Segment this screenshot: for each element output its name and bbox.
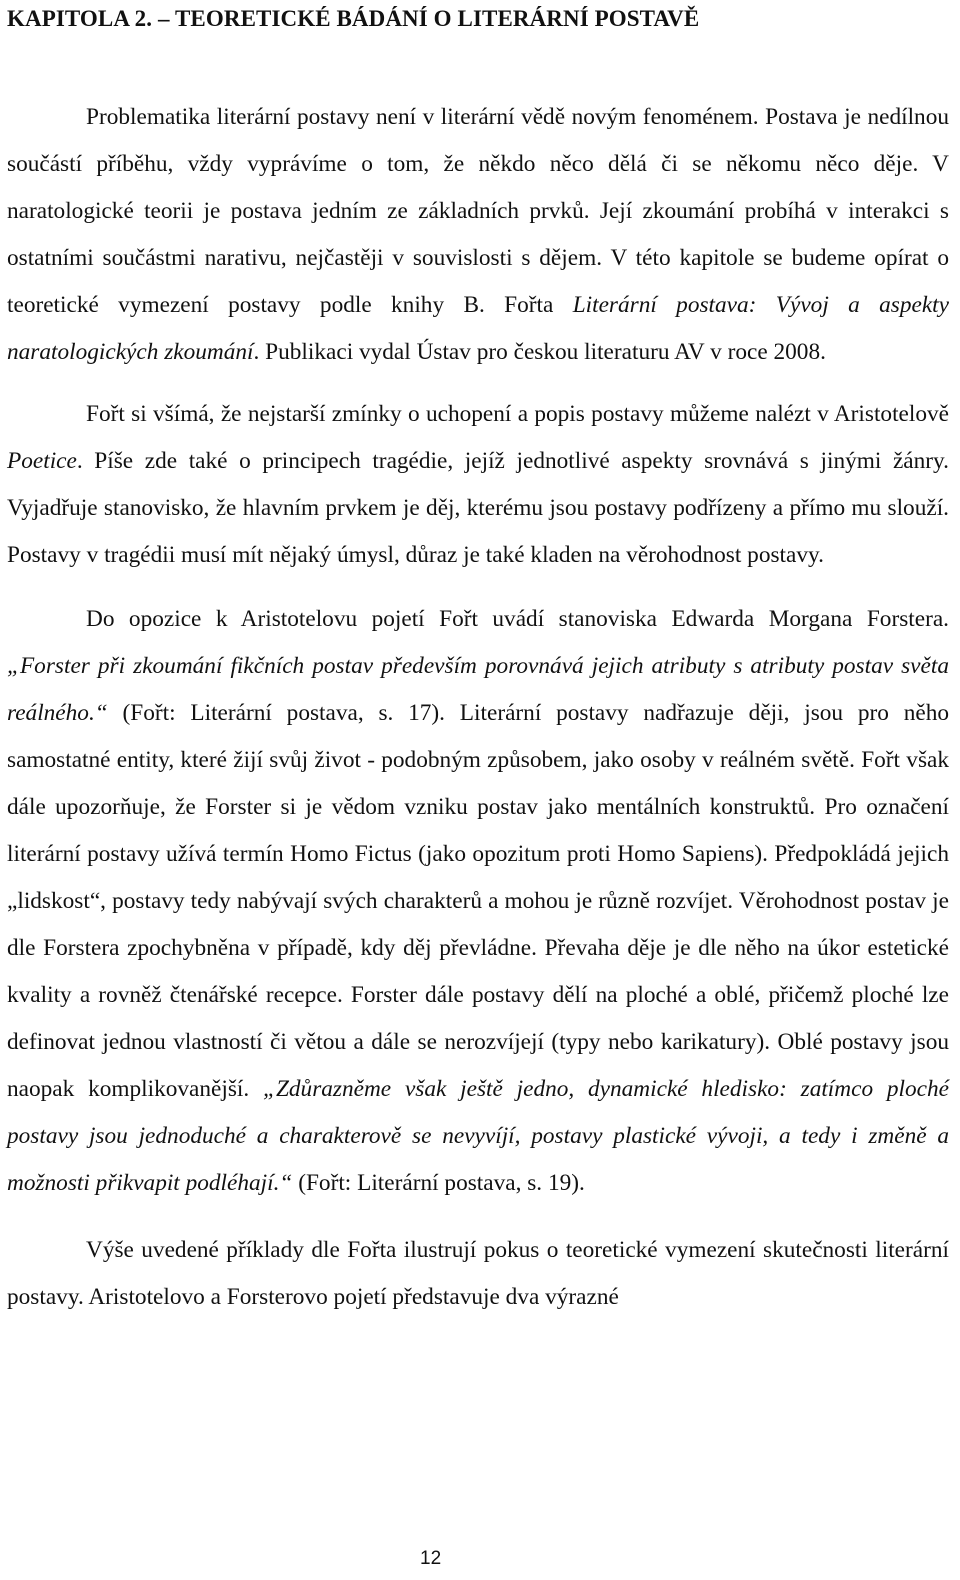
text-run: Do opozice k Aristotelovu pojetí Fořt uvádí stanoviska Edwarda Morgana Forstera. (86, 606, 949, 632)
page-number: 12 (420, 1548, 442, 1569)
text-run: (Fořt: Literární postava, s. 19). (292, 1170, 585, 1196)
quotation: „Forster při zkoumání fikčních postav především porovnává jejich atributy s atributy postav světa reálného.“ (7, 653, 949, 726)
paragraph-3 (7, 596, 949, 1207)
chapter-title: KAPITOLA 2. – TEORETICKÉ BÁDÁNÍ O LITERÁRNÍ POSTAVĚ (7, 6, 700, 31)
quotation: „Zdůrazněme však ještě jedno, dynamické hledisko: zatímco ploché postavy jsou jednoduché a charakterově se nevyvíjí, postavy plastické vývoji, a tedy i změně a možnosti přikvapit podléhají.“ (7, 1076, 949, 1196)
text-run: . Publikaci vydal Ústav pro českou literaturu AV v roce 2008. (253, 339, 826, 365)
paragraph-2 (7, 391, 949, 579)
text-run: . Píše zde také o principech tragédie, jejíž jednotlivé aspekty srovnává s jinými žánry. Vyjadřuje stanovisko, že hlavním prvkem je děj, kterému jsou postavy podřízeny a přímo mu slouží. Postavy v tragédii musí mít nějaký úmysl, důraz je také kladen na věrohodnost postavy. (7, 448, 949, 568)
document-page (7, 0, 949, 1321)
paragraph-4 (7, 1227, 949, 1321)
paragraph-1 (7, 94, 949, 376)
work-title: Poetice (7, 448, 77, 474)
text-run: (Fořt: Literární postava, s. 17). Literární postavy nadřazuje ději, jsou pro něho samostatné entity, které žijí svůj život - podobným způsobem, jako osoby v reálném světě. Fořt však dále upozorňuje, že Forster si je vědom vzniku postav jako mentálních konstruktů. Pro označení literární postavy užívá termín Homo Fictus (jako opozitum proti Homo Sapiens). Předpokládá jejich „lidskost“, postavy tedy nabývají svých charakterů a mohou je různě rozvíjet. Věrohodnost postav je dle Forstera zpochybněna v případě, kdy děj převládne. Převaha děje je dle něho na úkor estetické kvality a rovněž čtenářské recepce. Forster dále postavy dělí na ploché a oblé, přičemž ploché lze definovat jednou vlastností či větou a dále se nerozvíjejí (typy nebo karikatury). Oblé postavy jsou naopak komplikovanější. (7, 700, 949, 1102)
text-run: Problematika literární postavy není v literární vědě novým fenoménem. Postava je nedílnou součástí příběhu, vždy vyprávíme o tom, že někdo něco dělá či se někomu něco děje. V naratologické teorii je postava jedním ze základních prvků. Její zkoumání probíhá v interakci s ostatními součástmi narativu, nejčastěji v souvislosti s dějem. V této kapitole se budeme opírat o teoretické vymezení postavy podle knihy B. Fořta (7, 104, 949, 318)
text-run: Fořt si všímá, že nejstarší zmínky o uchopení a popis postavy můžeme nalézt v Aristotelově (86, 401, 949, 427)
text-run: Výše uvedené příklady dle Fořta ilustrují pokus o teoretické vymezení skutečnosti literární postavy. Aristotelovo a Forsterovo pojetí představuje dva výrazné (7, 1237, 949, 1310)
book-title: Literární postava: Vývoj a aspekty naratologických zkoumání (7, 292, 949, 365)
